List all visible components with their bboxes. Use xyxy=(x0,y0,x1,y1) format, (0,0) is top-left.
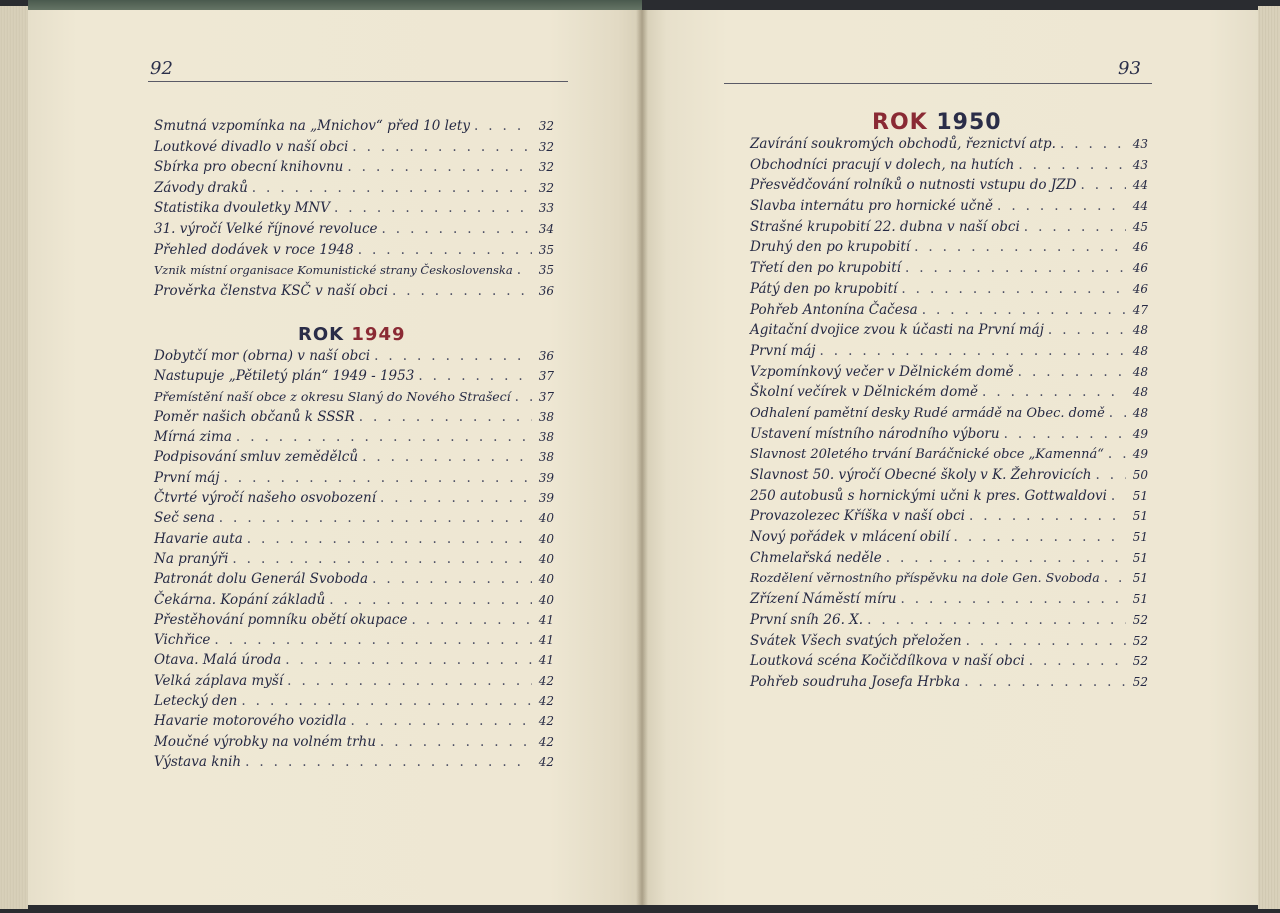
toc-entry-title: Loutkové divadlo v naší obci xyxy=(154,138,349,155)
toc-entry-page: 44 xyxy=(1132,178,1148,193)
toc-leader-dots xyxy=(241,754,532,770)
toc-entry-title: Přestěhování pomníku obětí okupace xyxy=(154,611,408,628)
toc-entry-page: 42 xyxy=(538,754,554,769)
toc-entry-title: Seč sena xyxy=(154,510,215,527)
toc-entry-title: Poměr našich občanů k SSSR xyxy=(154,408,355,425)
toc-entry-title: Havarie motorového vozidla xyxy=(154,713,347,730)
year-heading-word: ROK xyxy=(872,110,928,135)
toc-entry-title: Zavírání soukromých obchodů, řeznictví atp. xyxy=(750,136,1056,152)
toc-leader-dots xyxy=(882,550,1126,566)
toc-entry xyxy=(750,343,1148,364)
toc-entry xyxy=(750,219,1148,240)
toc-entry-title: Pohřeb Antonína Čačesa xyxy=(750,301,918,318)
toc-entry xyxy=(154,449,554,469)
right-page-number: 93 xyxy=(1118,58,1141,79)
toc-entry-page: 43 xyxy=(1132,137,1148,151)
toc-entry xyxy=(750,322,1148,343)
toc-entry-title: Ustavení místního národního výboru xyxy=(750,425,1000,442)
toc-leader-dots xyxy=(343,159,532,175)
toc-entry-page: 42 xyxy=(538,673,554,688)
toc-entry-page: 46 xyxy=(1132,281,1148,296)
toc-entry-page: 52 xyxy=(1132,674,1148,689)
toc-entry xyxy=(154,673,554,693)
toc-entry-page: 32 xyxy=(538,119,554,133)
toc-entry-page: 50 xyxy=(1132,468,1148,482)
toc-leader-dots xyxy=(918,302,1126,318)
toc-entry xyxy=(750,426,1148,447)
toc-leader-dots xyxy=(370,348,532,364)
toc-entry-page: 40 xyxy=(538,572,554,587)
toc-leader-dots xyxy=(1076,177,1126,193)
toc-entry-title: Slavba internátu pro hornické učně xyxy=(750,198,994,215)
toc-leader-dots xyxy=(281,652,532,668)
toc-entry-page: 41 xyxy=(538,612,554,627)
toc-leader-dots xyxy=(960,674,1126,690)
toc-entry-title: První sníh 26. X. xyxy=(750,611,864,628)
toc-entry-page: 49 xyxy=(1132,447,1148,462)
toc-leader-dots xyxy=(248,180,532,196)
left-page xyxy=(28,10,642,905)
toc-entry xyxy=(154,510,554,530)
toc-entry xyxy=(154,592,554,612)
toc-entry-page: 42 xyxy=(538,694,554,709)
toc-leader-dots xyxy=(511,389,532,405)
toc-leader-dots xyxy=(910,239,1126,255)
toc-leader-dots xyxy=(388,283,532,299)
toc-entry xyxy=(750,508,1148,529)
toc-leader-dots xyxy=(978,384,1126,400)
toc-entry-title: Přehled dodávek v roce 1948 xyxy=(154,241,354,258)
toc-entry-page: 38 xyxy=(538,450,554,465)
toc-entry-title: Přemístění naší obce z okresu Slaný do Nového Strašecí xyxy=(154,388,511,404)
toc-leader-dots xyxy=(348,139,532,155)
toc-leader-dots xyxy=(950,529,1126,545)
toc-leader-dots xyxy=(962,633,1126,649)
toc-entry-title: Prověrka členstva KSČ v naší obci xyxy=(154,282,388,299)
toc-entry xyxy=(154,348,554,368)
toc-entry-title: Čtvrté výročí našeho osvobození xyxy=(154,490,377,507)
toc-entry-page: 52 xyxy=(1132,612,1148,627)
toc-leader-dots xyxy=(1025,653,1126,669)
toc-entry-page: 51 xyxy=(1132,530,1148,545)
toc-entry-page: 51 xyxy=(1132,571,1148,586)
toc-entry xyxy=(154,490,554,510)
toc-entry-page: 41 xyxy=(538,633,554,648)
toc-entry xyxy=(750,239,1148,260)
toc-entry xyxy=(750,405,1148,426)
toc-leader-dots xyxy=(414,368,532,384)
toc-leader-dots xyxy=(1044,322,1126,338)
toc-entry-title: Svátek Všech svatých přeložen xyxy=(750,632,962,649)
toc-leader-dots xyxy=(368,571,532,587)
toc-entry-page: 41 xyxy=(538,653,554,668)
toc-entry xyxy=(750,446,1148,467)
year-heading-1949 xyxy=(298,324,406,345)
toc-entry-title: Na pranýři xyxy=(154,550,229,567)
toc-entry xyxy=(154,118,554,139)
toc-entry-page: 48 xyxy=(1132,405,1148,420)
toc-entry xyxy=(154,551,554,571)
toc-entry-page: 39 xyxy=(538,470,554,485)
toc-entry-title: Patronát dolu Generál Svoboda xyxy=(154,571,369,588)
toc-entry-page: 46 xyxy=(1132,261,1148,276)
left-header-rule xyxy=(148,81,568,82)
toc-leader-dots xyxy=(513,262,532,278)
toc-leader-dots xyxy=(965,508,1126,524)
toc-entry xyxy=(750,364,1148,385)
toc-leader-dots xyxy=(330,200,532,216)
toc-entry-title: Vzpomínkový večer v Dělnickém domě xyxy=(750,363,1014,380)
toc-entry xyxy=(750,281,1148,302)
toc-entry-title: Velká záplava myší xyxy=(154,672,284,689)
toc-entry xyxy=(750,653,1148,674)
toc-entry-title: Závody draků xyxy=(154,179,248,196)
toc-leader-dots xyxy=(358,449,532,465)
toc-entry xyxy=(750,570,1148,591)
toc-leader-dots xyxy=(896,591,1126,607)
toc-entry xyxy=(154,713,554,733)
toc-entry-page: 35 xyxy=(538,263,554,278)
toc-leader-dots xyxy=(1092,467,1127,483)
toc-entry-page: 40 xyxy=(538,531,554,546)
toc-entry-title: Odhalení pamětní desky Rudé armádě na Obec. domě xyxy=(750,405,1105,421)
toc-entry-page: 40 xyxy=(538,511,554,526)
toc-entry-title: Podpisování smluv zemědělců xyxy=(154,449,359,466)
toc-entry xyxy=(750,633,1148,654)
year-heading-number: 1950 xyxy=(936,110,1002,135)
toc-entry xyxy=(750,467,1148,488)
toc-entry-title: 250 autobusů s hornickými učni k pres. Gottwaldovi xyxy=(750,487,1107,504)
toc-leader-dots xyxy=(1105,405,1126,421)
toc-entry-title: Letecký den xyxy=(154,693,238,710)
toc-entry-page: 33 xyxy=(538,201,554,216)
toc-entry-title: První máj xyxy=(750,342,816,359)
toc-entry-title: Loutková scéna Kočičdílkova v naší obci xyxy=(750,653,1025,670)
toc-entry xyxy=(154,612,554,632)
toc-entry-title: Vznik místní organisace Komunistické strany Československa xyxy=(154,263,513,278)
toc-leader-dots xyxy=(470,118,532,134)
toc-leader-dots xyxy=(220,470,532,486)
toc-leader-dots xyxy=(897,281,1126,297)
toc-leader-dots xyxy=(1014,157,1126,173)
toc-entry-page: 36 xyxy=(538,349,554,363)
toc-entry-page: 32 xyxy=(538,139,554,154)
toc-leader-dots xyxy=(1000,426,1126,442)
toc-leader-dots xyxy=(215,510,532,526)
toc-entry-page: 42 xyxy=(538,734,554,749)
toc-entry-title: Výstava knih xyxy=(154,753,242,770)
toc-entry-page: 43 xyxy=(1132,157,1148,172)
toc-list-1950 xyxy=(750,136,1148,695)
toc-leader-dots xyxy=(228,551,532,567)
toc-entry-page: 48 xyxy=(1132,385,1148,400)
toc-entry-title: Přesvědčování rolníků o nutnosti vstupu do JZD xyxy=(750,177,1077,194)
toc-leader-dots xyxy=(1020,219,1126,235)
toc-entry xyxy=(154,200,554,221)
toc-entry-title: Obchodníci pracují v dolech, na hutích xyxy=(750,156,1015,173)
toc-leader-dots xyxy=(347,713,532,729)
toc-leader-dots xyxy=(901,260,1126,276)
toc-entry xyxy=(154,571,554,591)
toc-leader-dots xyxy=(376,734,532,750)
toc-entry xyxy=(154,368,554,388)
toc-entry xyxy=(154,409,554,429)
toc-entry-page: 40 xyxy=(538,592,554,607)
toc-entry-page: 39 xyxy=(538,491,554,506)
toc-entry-title: Nastupuje „Pětiletý plán“ 1949 - 1953 xyxy=(154,368,415,385)
toc-entry-title: Třetí den po krupobití xyxy=(750,260,901,277)
toc-entry xyxy=(750,612,1148,633)
toc-entry-page: 45 xyxy=(1132,219,1148,234)
toc-entry xyxy=(154,242,554,263)
toc-leader-dots xyxy=(210,632,532,648)
toc-entry-title: Statistika dvouletky MNV xyxy=(154,200,330,217)
toc-entry-page: 44 xyxy=(1132,199,1148,214)
year-heading-number: 1949 xyxy=(351,324,406,345)
toc-entry-page: 48 xyxy=(1132,364,1148,379)
toc-entry xyxy=(154,693,554,713)
toc-entry xyxy=(154,754,554,774)
toc-entry xyxy=(750,302,1148,323)
toc-entry-title: Mírná zima xyxy=(154,429,232,446)
toc-entry xyxy=(154,180,554,201)
right-header-rule xyxy=(724,83,1152,84)
toc-entry-page: 32 xyxy=(538,160,554,175)
toc-leader-dots xyxy=(376,490,532,506)
toc-entry xyxy=(750,674,1148,695)
toc-list-1949 xyxy=(154,348,554,774)
toc-entry-page: 46 xyxy=(1132,240,1148,255)
toc-leader-dots xyxy=(283,673,532,689)
toc-entry xyxy=(750,488,1148,509)
year-heading-word: ROK xyxy=(298,324,345,345)
toc-entry-page: 48 xyxy=(1132,343,1148,358)
toc-leader-dots xyxy=(1014,364,1126,380)
toc-entry-page: 36 xyxy=(538,283,554,298)
toc-entry xyxy=(750,529,1148,550)
toc-entry xyxy=(154,139,554,160)
toc-leader-dots xyxy=(355,409,532,425)
toc-entry-page: 47 xyxy=(1132,302,1148,317)
toc-entry xyxy=(154,389,554,409)
toc-entry-title: Pátý den po krupobití xyxy=(750,280,898,297)
toc-entry xyxy=(750,384,1148,405)
toc-entry-page: 37 xyxy=(538,389,554,404)
toc-entry-title: Sbírka pro obecní knihovnu xyxy=(154,159,344,176)
toc-entry-page: 51 xyxy=(1132,488,1148,503)
toc-entry xyxy=(750,177,1148,198)
toc-entry-page: 51 xyxy=(1132,550,1148,565)
toc-entry-page: 37 xyxy=(538,369,554,384)
toc-leader-dots xyxy=(232,429,532,445)
toc-entry xyxy=(154,159,554,180)
toc-entry-title: Dobytčí mor (obrna) v naší obci xyxy=(154,348,371,364)
toc-entry xyxy=(154,429,554,449)
toc-entry-title: Havarie auta xyxy=(154,530,243,547)
toc-entry-title: Otava. Malá úroda xyxy=(154,652,282,669)
toc-entry-page: 42 xyxy=(538,714,554,729)
toc-entry xyxy=(154,531,554,551)
toc-entry xyxy=(750,136,1148,157)
toc-entry xyxy=(154,470,554,490)
toc-leader-dots xyxy=(1104,446,1126,462)
toc-entry-page: 38 xyxy=(538,430,554,445)
toc-entry-title: Slavnost 50. výročí Obecné školy v K. Žehrovicích xyxy=(750,467,1092,483)
toc-entry xyxy=(154,262,554,283)
year-heading-1950 xyxy=(872,110,1002,135)
toc-entry-page: 48 xyxy=(1132,323,1148,338)
toc-entry-title: Druhý den po krupobití xyxy=(750,239,911,256)
toc-entry-title: Rozdělení věrnostního příspěvku na dole Gen. Svoboda xyxy=(750,570,1100,586)
toc-entry-page: 40 xyxy=(538,551,554,566)
toc-entry-page: 38 xyxy=(538,409,554,424)
toc-leader-dots xyxy=(243,531,532,547)
toc-list-before-1949 xyxy=(154,118,554,303)
right-page xyxy=(642,10,1258,905)
toc-entry-title: 31. výročí Velké říjnové revoluce xyxy=(154,220,378,237)
toc-entry xyxy=(750,157,1148,178)
toc-entry-title: Moučné výrobky na volném trhu xyxy=(154,733,376,750)
toc-entry-page: 34 xyxy=(538,221,554,236)
toc-entry-page: 49 xyxy=(1132,426,1148,441)
toc-entry-title: Nový pořádek v mlácení obilí xyxy=(750,529,950,546)
toc-entry xyxy=(154,632,554,652)
toc-leader-dots xyxy=(237,693,532,709)
toc-entry-page: 32 xyxy=(538,180,554,195)
toc-leader-dots xyxy=(1107,488,1126,504)
toc-entry-page: 52 xyxy=(1132,654,1148,669)
toc-entry xyxy=(750,260,1148,281)
toc-entry-title: Agitační dvojice zvou k účasti na První máj xyxy=(750,322,1044,339)
toc-leader-dots xyxy=(1100,570,1126,586)
toc-entry xyxy=(750,198,1148,219)
toc-entry-page: 35 xyxy=(538,242,554,257)
toc-entry-title: Zřízení Náměstí míru xyxy=(750,591,897,608)
toc-entry-title: Pohřeb soudruha Josefa Hrbka xyxy=(750,673,961,690)
toc-entry xyxy=(154,221,554,242)
book-gutter xyxy=(636,10,648,905)
toc-entry-title: Smutná vzpomínka na „Mnichov“ před 10 lety xyxy=(154,118,470,134)
toc-entry-title: Slavnost 20letého trvání Baráčnické obce „Kamenná“ xyxy=(750,447,1104,463)
left-page-edges xyxy=(0,6,28,909)
toc-leader-dots xyxy=(816,343,1126,359)
toc-leader-dots xyxy=(378,221,533,237)
toc-entry-title: Vichřice xyxy=(154,632,211,649)
toc-entry-page: 52 xyxy=(1132,633,1148,648)
toc-leader-dots xyxy=(1056,136,1126,152)
toc-entry xyxy=(154,652,554,672)
toc-entry-title: Školní večírek v Dělnickém domě xyxy=(750,384,979,401)
toc-entry-title: Provazolezec Kříška v naší obci xyxy=(750,508,965,525)
toc-entry-page: 51 xyxy=(1132,509,1148,524)
toc-entry-title: Chmelařská neděle xyxy=(750,549,882,566)
toc-leader-dots xyxy=(993,198,1126,214)
toc-entry xyxy=(154,734,554,754)
toc-leader-dots xyxy=(863,612,1126,628)
toc-entry-page: 51 xyxy=(1132,592,1148,607)
toc-leader-dots xyxy=(407,612,532,628)
toc-leader-dots xyxy=(325,592,532,608)
left-page-number: 92 xyxy=(150,58,173,79)
toc-entry-title: Čekárna. Kopání základů xyxy=(154,591,326,608)
toc-entry-title: První máj xyxy=(154,469,220,486)
toc-entry xyxy=(750,591,1148,612)
toc-leader-dots xyxy=(354,242,532,258)
toc-entry xyxy=(750,550,1148,571)
toc-entry-title: Strašné krupobití 22. dubna v naší obci xyxy=(750,218,1020,235)
toc-entry xyxy=(154,283,554,304)
right-page-edges xyxy=(1258,6,1280,909)
